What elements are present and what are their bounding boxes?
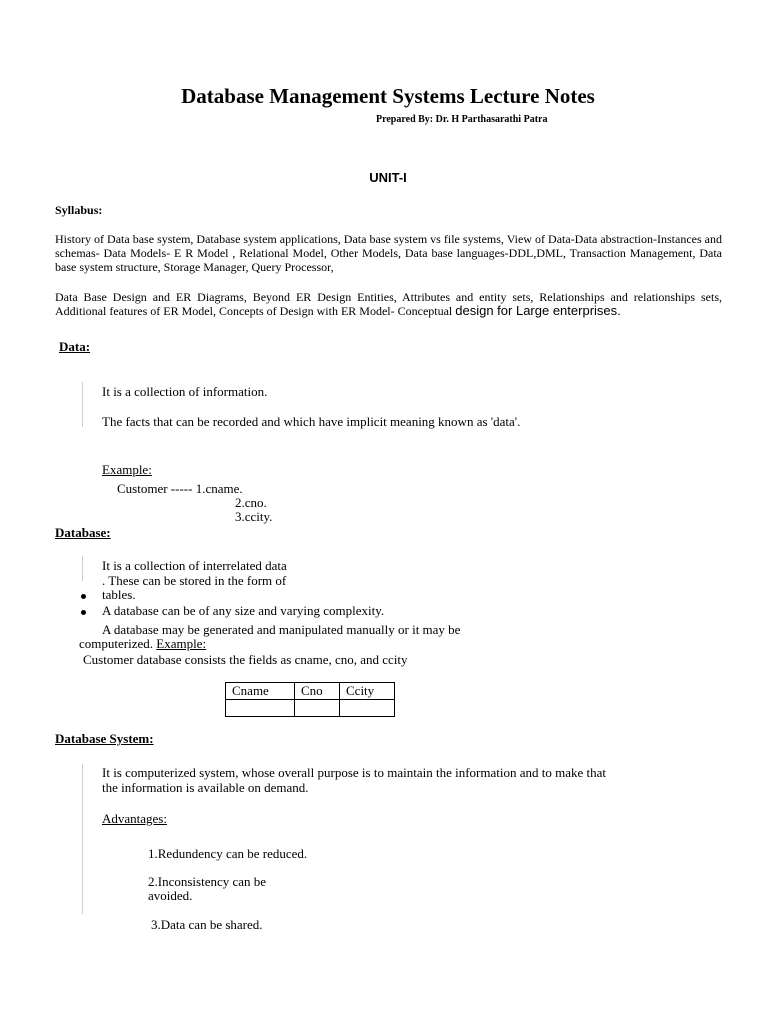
- table-row: [226, 700, 395, 717]
- database-line-1: It is a collection of interrelated data: [102, 558, 287, 573]
- table-cell: [226, 700, 295, 717]
- table-header-cell: Cno: [295, 683, 340, 700]
- database-line-2: . These can be stored in the form of: [102, 573, 287, 588]
- unit-heading: UNIT-I: [369, 170, 407, 185]
- db-system-line-1: It is computerized system, whose overall purpose is to maintain the information and to make that: [102, 765, 606, 780]
- data-line-2: The facts that can be recorded and which have implicit meaning known as 'data'.: [102, 414, 521, 429]
- customer-table: [225, 682, 395, 717]
- advantage-2-continued: avoided.: [148, 888, 193, 903]
- advantages-label: Advantages:: [102, 811, 167, 826]
- margin-rule: [82, 382, 83, 427]
- data-line-1: It is a collection of information.: [102, 384, 268, 399]
- table-cell: [340, 700, 395, 717]
- advantage-1: 1.Redundency can be reduced.: [148, 846, 308, 861]
- table-header-cell: Ccity: [340, 683, 395, 700]
- database-heading: Database:: [55, 525, 111, 540]
- syllabus-paragraph-2-tail: design for Large enterprises.: [455, 303, 621, 318]
- page-title: Database Management Systems Lecture Notes: [181, 84, 595, 108]
- database-example-label: Example:: [156, 636, 207, 651]
- table-header-row: [226, 683, 395, 700]
- db-system-line-2: the information is available on demand.: [102, 780, 309, 795]
- table-header-cell: Cname: [226, 683, 295, 700]
- database-system-heading: Database System:: [55, 731, 154, 746]
- syllabus-paragraph-1: History of Data base system, Database system applications, Data base system vs file systems, View of Data-Data abstraction-Instances and schemas- Data Models- E R Model , Relational Model, Other Models, Data base languages-DDL,DML, Transaction Management, Data base system structure, Storage Manager, Query Processor,: [55, 232, 722, 274]
- database-line-7: Customer database consists the fields as cname, cno, and ccity: [83, 652, 408, 667]
- database-line-5: A database may be generated and manipulated manually or it may be: [102, 622, 461, 637]
- prepared-by: Prepared By: Dr. H Parthasarathi Patra: [376, 114, 548, 125]
- syllabus-heading: Syllabus:: [55, 203, 103, 217]
- data-heading: Data:: [59, 339, 91, 354]
- data-example-line-3: 3.ccity.: [235, 509, 273, 524]
- database-line-6: [79, 636, 206, 652]
- margin-rule: [82, 764, 83, 914]
- margin-rule: [82, 556, 83, 581]
- data-example-line-1: Customer ----- 1.cname.: [117, 481, 243, 496]
- data-example-label: Example:: [102, 462, 152, 477]
- table-cell: [295, 700, 340, 717]
- bullet-icon: [81, 610, 86, 615]
- database-line-4: A database can be of any size and varying complexity.: [102, 603, 385, 618]
- bullet-icon: [81, 594, 86, 599]
- syllabus-paragraph-2-text: Data Base Design and ER Diagrams, Beyond ER Design Entities, Attributes and entity sets, Relationships and relationships sets, Additional features of ER Model, Concepts of Design with ER Model- Conceptual: [55, 290, 722, 318]
- advantage-2: 2.Inconsistency can be: [148, 874, 267, 889]
- syllabus-paragraph-2: [55, 290, 722, 318]
- database-line-6-text: computerized.: [79, 636, 157, 651]
- advantage-3: 3.Data can be shared.: [151, 917, 263, 932]
- data-example-line-2: 2.cno.: [235, 495, 267, 510]
- database-line-3: tables.: [102, 587, 136, 602]
